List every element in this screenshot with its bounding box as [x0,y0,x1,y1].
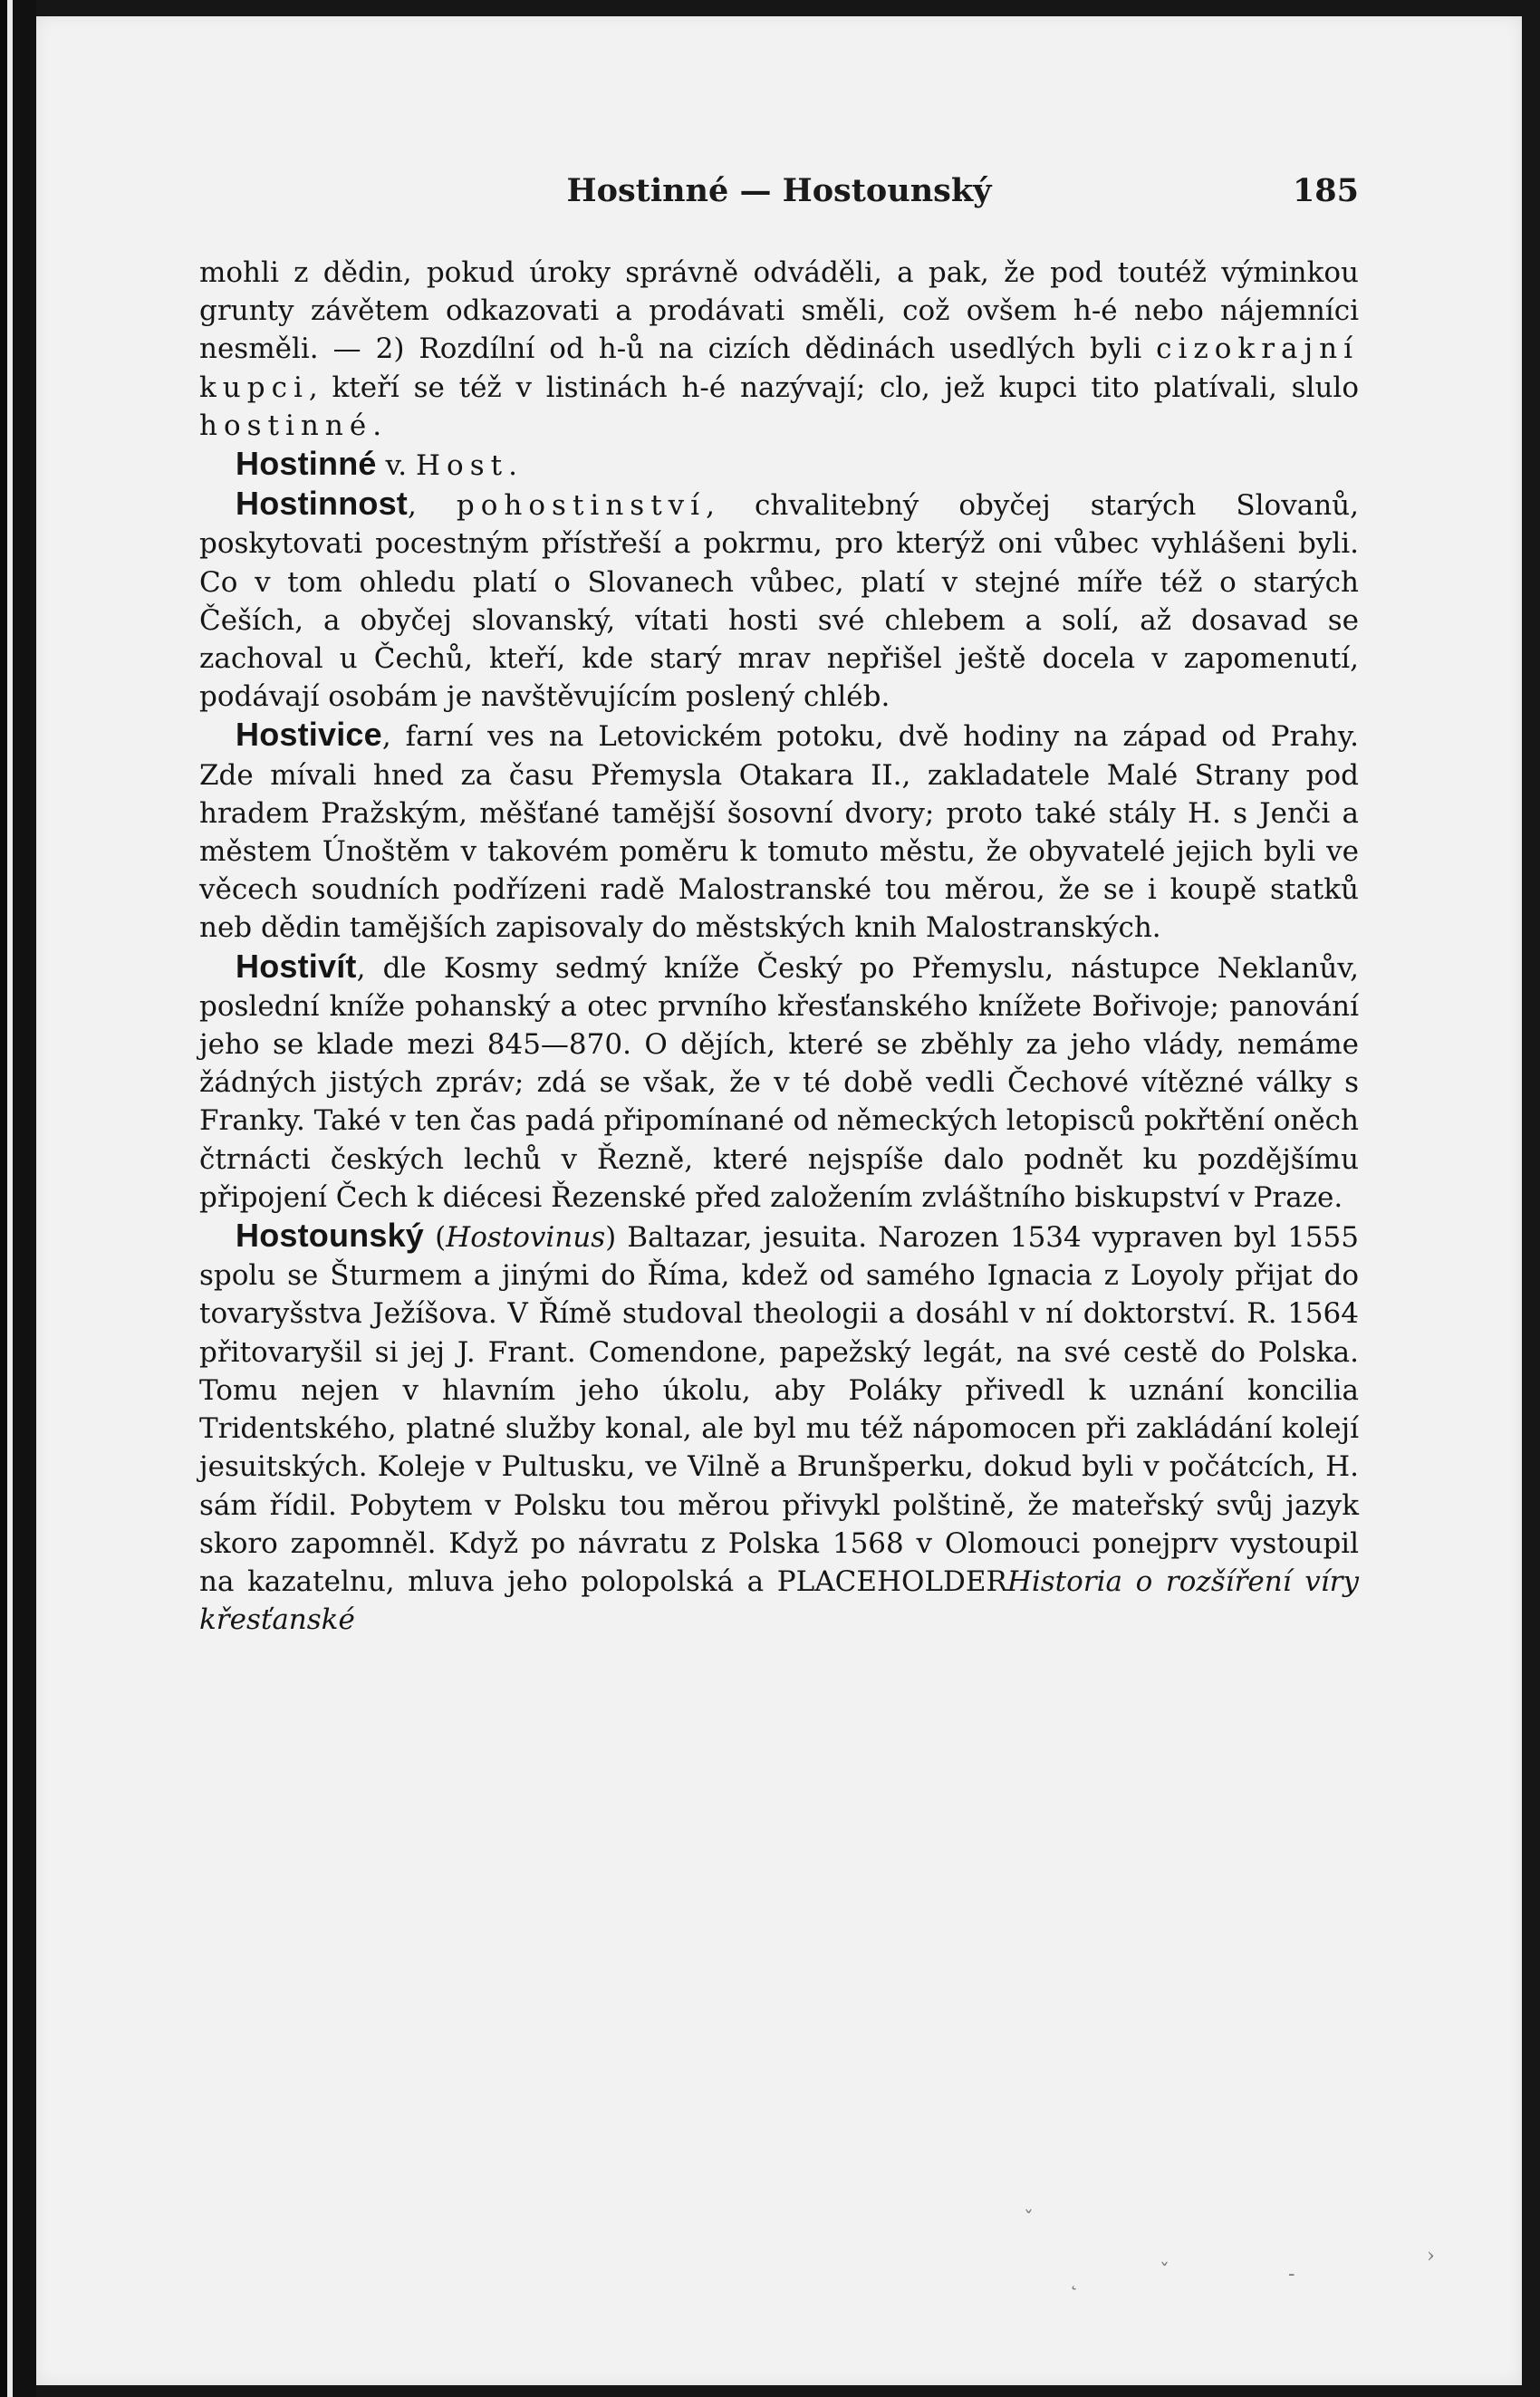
headword: Hostounský [236,1217,425,1255]
stray-mark: › [1427,2245,1435,2267]
text: ( [424,1221,447,1255]
entry-hostivice [199,716,1359,947]
stray-mark: ˇ [1160,2261,1169,2284]
stray-mark: ˇ [1024,2209,1034,2231]
entry-hostinnost [199,485,1359,716]
scan-edge [0,0,36,2397]
stray-mark: ˛ [1069,2268,1079,2291]
entry-hostivit [199,948,1359,1217]
text: , kteří se též v listinách h-é nazývají; clo, jež kupci tito platívali, slulo [308,371,1359,404]
text: , [407,489,457,523]
text: , farní ves na Letovickém potoku, dvě hodiny na západ od Prahy. Zde mívali hned za času Přemysla Otakara II., zakladatele Malé Strany pod hradem Pražským, měšťané tamější šosovní dvory; proto také stály H. s Jenči a městem Únoštěm v takovém poměru k tomuto městu, že obyvatelé jejich byli ve věcech soudních podřízeni radě Malostranské tou měrou, že se i koupě statků neb dědin tamějších zapisovaly do městských knih Malostranských. [199,720,1359,945]
text: , dle Kosmy sedmý kníže Český po Přemyslu, nástupce Neklanův, poslední kníže pohanský a otec prvního křesťanského knížete Bořivoje; panování jeho se klade mezi 845—870. O dějích, které se zběhly za jeho vlády, nemáme žádných jistých zpráv; zdá se však, že v té době vedli Čechové vítězné války s Franky. Také v ten čas padá připomínané od německých letopisců pokřtění oněch čtrnácti českých lechů v Řezně, které nejspíše dalo podnět ku pozdějšímu připojení Čech k diécesi Řezenské před založením zvláštního biskupství v Praze. [199,951,1359,1214]
stray-mark: - [1288,2263,1295,2286]
page-body [199,254,1359,1639]
headword: Hostivice [236,716,382,754]
entry-hostinne [199,445,1359,485]
text: mohli z dědin, pokud úroky správně odváděli, a pak, že pod toutéž výminkou grunty závětem odkazovati a prodávati směli, což ovšem h-é nebo nájemníci nesměli. — 2) Rozdílní od h-ů na cizích dědinách usedlých byli [199,256,1359,366]
text: ) Baltazar, jesuita. Narozen 1534 vypraven byl 1555 spolu se Šturmem a jinými do Říma, kdež od samého Ignacia z Loyoly přijat do tovaryšstva Ježíšova. V Římě studoval theologii a dosáhl v ní doktorství. R. 1564 přitovaryšil si jej J. Frant. Comendone, papežský legát, na své cestě do Polska. Tomu nejen v hlavním jeho úkolu, aby Poláky přivedl k uznání koncilia Tridentského, platné služby konal, ale byl mu též nápomocen při zakládání kolejí jesuitských. Koleje v Pultusku, ve Vilně a Brunšperku, dokud byli v počátcích, H. sám řídil. Pobytem v Polsku tou měrou přivykl polštině, že mateřský svůj jazyk skoro zapomněl. Když po návratu z Polska 1568 v Olomouci ponejprv vystoupil na kazatelnu, mluva jeho polopolská a PLACEHOLDER [199,1221,1359,1598]
headword: Hostinné [236,445,377,483]
spaced-term: cizokrajní kupci [199,332,1359,404]
headword: Hostinnost [236,485,408,523]
work-title: Historia o rozšíření víry křesťanské [199,1564,1359,1637]
paragraph-continuation [199,254,1359,445]
stray-marks [1024,2209,1458,2317]
book-page [36,16,1522,2385]
headword: Hostivít [236,947,357,985]
cross-reference: Host. [416,449,524,483]
text: . [372,409,382,442]
spaced-term: hostinné [199,409,373,442]
running-head: Hostinné — Hostounský [566,172,992,209]
spaced-term: pohostinství [456,489,707,523]
latin-name: Hostovinus [446,1221,606,1255]
text: , chvalitebný obyčej starých Slovanů, poskytovati pocestným přístřeší a pokrmu, pro kterýž oni vůbec vyhlášeni byli. Co v tom ohledu platí o Slovanech vůbec, platí v stejné míře též o starých Češích, a obyčej slovanský, vítati hosti své chlebem a solí, až dosavad se zachoval u Čechů, kteří, kde starý mrav nepřišel ještě docela v zapomenutí, podávají osobám je navštěvujícím poslený chléb. [199,489,1359,714]
page-number: 185 [1292,172,1359,209]
text: v. [376,449,417,483]
entry-hostounsky [199,1217,1359,1639]
page-header [199,163,1359,217]
